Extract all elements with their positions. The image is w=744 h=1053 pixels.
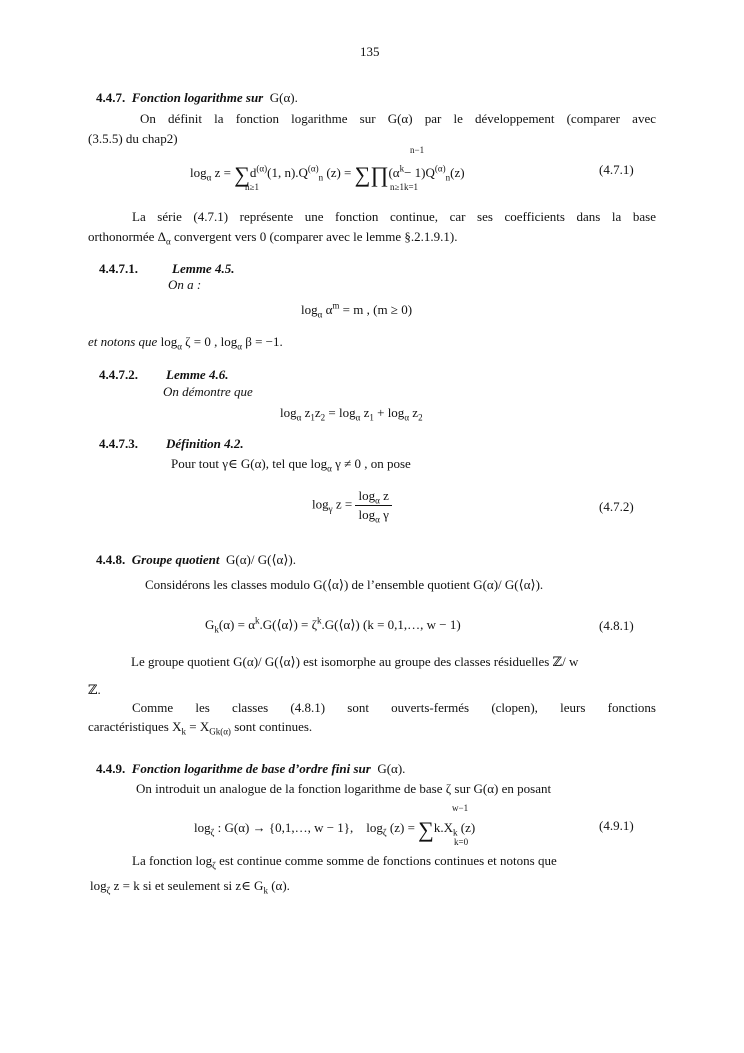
paragraph-line: Le groupe quotient G(α)/ G(⟨α⟩) est isomorphe au groupe des classes résiduelles ℤ/ w (131, 654, 579, 669)
definition-title: Définition 4.2. (166, 436, 244, 451)
equation-label: (4.7.1) (599, 162, 634, 177)
lemma-equation: $\log_\alpha \alpha^m = m$ , (m ≥ 0) (301, 300, 413, 320)
paragraph-line: Considérons les classes modulo G(⟨α⟩) de l’ensemble quotient G(α)/ G(⟨α⟩). (145, 577, 544, 592)
lemma-title: Lemme 4.6. (166, 367, 229, 382)
paragraph-line: ℤ. (88, 682, 101, 697)
sum-symbol: ∑ (234, 162, 250, 187)
paragraph-line: La fonction $\log_\zeta$ est continue comme somme de fonctions continues et notons que (132, 853, 557, 871)
paragraph-line: La série (4.7.1) représente une fonction continue, car ses coefficients dans la base (132, 209, 656, 224)
section-number: 4.4.7. (96, 90, 126, 105)
subsection-heading-4-4-7-1: 4.4.7.1. (99, 261, 138, 276)
sum-lower-limit: n≥1k=1 (390, 182, 419, 192)
paragraph-line: (3.5.5) du chap2) (88, 131, 178, 146)
equation-4-7-1: $\log_\alpha z = \sum d^{(\alpha)}(1$, $n).Q^{(\alpha)}_n$ $(z) = \sum\prod(\alpha^k- 1)Q^{(\alpha)}_n(z)$ (190, 162, 465, 187)
equation-label: (4.7.2) (599, 499, 634, 514)
sum-symbol: ∑ (418, 817, 434, 842)
sum-lower-limit: k=0 (454, 837, 469, 847)
lemma-intro: On a : (168, 277, 202, 292)
section-title: Fonction logarithme sur (131, 90, 264, 105)
paragraph-line: On définit la fonction logarithme sur G(α) par le développement (comparer avec (140, 111, 656, 126)
paragraph-line: orthonormée $\Delta_\alpha$ convergent vers 0 (comparer avec le lemme §.2.1.9.1). (88, 229, 458, 247)
subsection-heading-4-4-7-3: 4.4.7.3. (99, 436, 138, 451)
paragraph-line: et notons que $\log_\alpha \zeta = 0$ , $\log_\alpha \beta = -1$. (88, 334, 283, 352)
sum-symbol: ∑ (354, 162, 371, 187)
product-upper-limit: n−1 (410, 145, 425, 155)
lemma-title: Lemme 4.5. (172, 261, 235, 276)
equation-4-9-1: $\log_\zeta$ : G(α) → {0,1,…, w − 1}, $\log_\zeta (z) = \sum k.X_k$ (z) (194, 817, 476, 842)
paragraph-line: $\log_\zeta z = k$ si et seulement si z∈ $G_k$ (α). (90, 878, 290, 896)
lemma-intro: On démontre que (163, 384, 253, 399)
equation-4-8-1: $G_k(\alpha)$ = $\alpha^k.G(⟨\alpha⟩)$ = $\zeta^k.G(⟨\alpha⟩) (k$ = 0,1,…, w − 1) (205, 615, 461, 635)
equation-label: (4.8.1) (599, 618, 634, 633)
paragraph-line: caractéristiques $X_k = X_{Gk(\alpha)}$ sont continues. (88, 719, 313, 737)
equation-label: (4.9.1) (599, 818, 634, 833)
equation-4-7-2: $\log_\gamma z$ = $\frac{\log_\alpha z}{\log_\alpha \gamma}$ (312, 488, 392, 523)
lemma-equation: $\log_\alpha z_1z_2 = \log_\alpha z_1 + \log_\alpha z_2$ (280, 405, 423, 423)
sum-upper-limit: w−1 (452, 803, 469, 813)
paragraph-line: Pour tout γ∈ G(α), tel que $\log_\alpha \gamma \ne 0$ , on pose (171, 456, 411, 474)
section-title-math: G(α). (269, 90, 298, 105)
section-heading-4-4-9: 4.4.9. Fonction logarithme de base d’ordre fini sur G(α). (96, 761, 406, 776)
subsection-heading-4-4-7-2: 4.4.7.2. (99, 367, 138, 382)
page-number: 135 (360, 44, 380, 59)
sum-lower-limit: n≥1 (245, 182, 259, 192)
section-heading-4-4-8: 4.4.8. Groupe quotient G(α)/ G(⟨α⟩). (96, 552, 296, 567)
product-symbol: ∏ (370, 162, 389, 187)
section-heading-4-4-7 (96, 90, 298, 106)
paragraph-line: Comme les classes (4.8.1) sont ouverts-fermés (clopen), leurs fonctions (132, 700, 656, 715)
paragraph-line: On introduit un analogue de la fonction logarithme de base ζ sur G(α) en posant (136, 781, 552, 796)
fraction: $\frac{\log_\alpha z}{\log_\alpha \gamma}$ (355, 488, 391, 523)
